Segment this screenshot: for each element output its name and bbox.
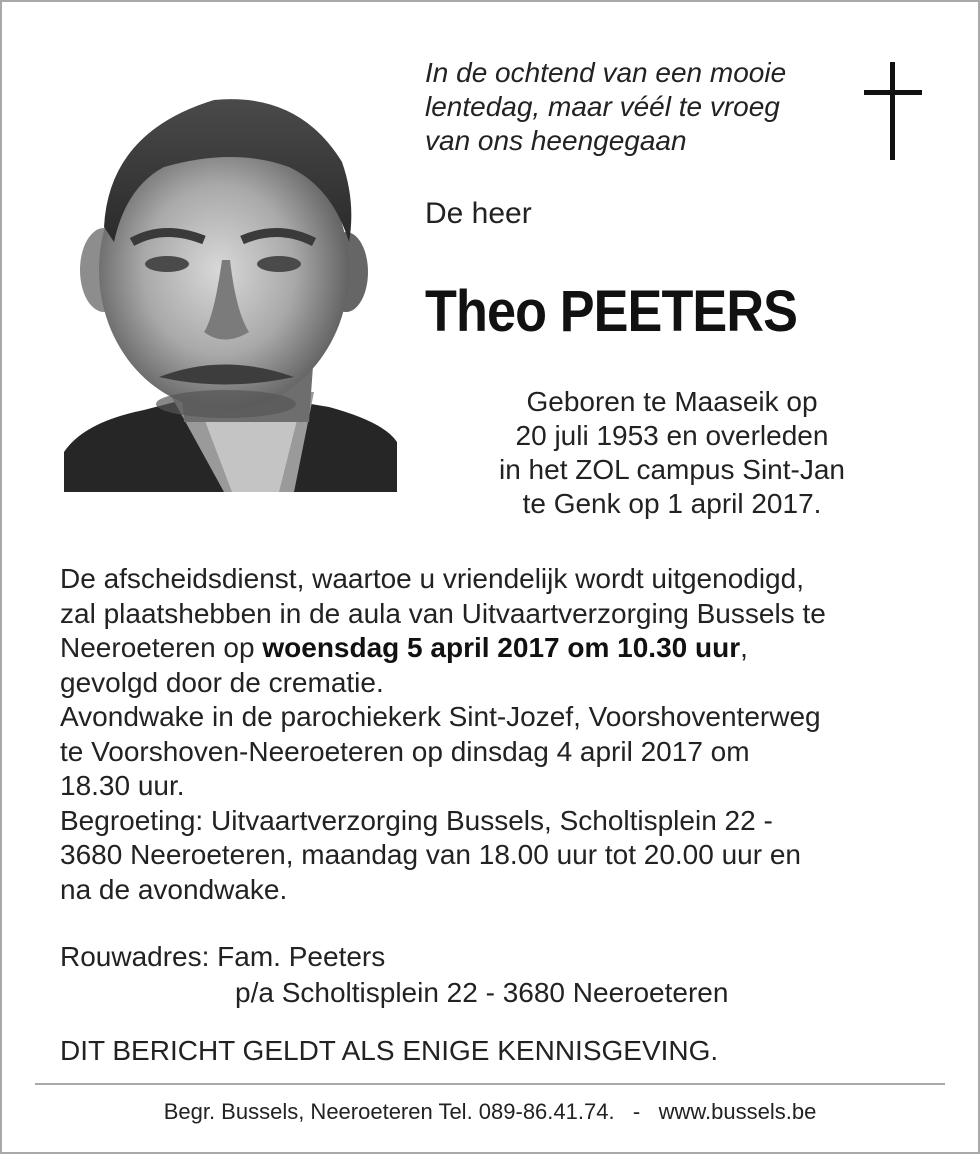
notice-text: DIT BERICHT GELDT ALS ENIGE KENNISGEVING.: [60, 1035, 719, 1066]
intro-line: van ons heengegaan: [425, 125, 687, 156]
ceremony-line: [60, 631, 940, 666]
cross-icon: [864, 62, 922, 160]
intro-line: lentedag, maar véél te vroeg: [425, 91, 780, 122]
ceremony-line: De afscheidsdienst, waartoe u vriendelijk wordt uitgenodigd,: [60, 563, 804, 594]
address-line: Rouwadres: Fam. Peeters: [60, 941, 386, 972]
wake-line: 18.30 uur.: [60, 770, 185, 801]
footer-contact: Begr. Bussels, Neeroeteren Tel. 089-86.41.74. - www.bussels.be: [163, 1099, 817, 1124]
intro-verse: [425, 56, 855, 158]
footer-divider: [35, 1083, 945, 1085]
birth-line: 20 juli 1953 en overleden: [515, 420, 829, 451]
greeting-line: 3680 Neeroeteren, maandag van 18.00 uur tot 20.00 uur en: [60, 839, 801, 870]
ceremony-line: gevolgd door de crematie.: [60, 666, 384, 698]
intro-line: In de ochtend van een mooie: [425, 57, 787, 88]
ceremony-line: zal plaatshebben in de aula van Uitvaartverzorging Bussels te: [60, 597, 826, 629]
birth-line: te Genk op 1 april 2017.: [522, 488, 822, 519]
portrait-photo: [64, 92, 397, 492]
mourning-address: [60, 939, 728, 1011]
address-line: p/a Scholtisplein 22 - 3680 Neeroeteren: [235, 977, 729, 1008]
person-name: Theo PEETERS: [425, 279, 798, 344]
birth-details: [437, 385, 907, 521]
birth-line: in het ZOL campus Sint-Jan: [498, 454, 845, 485]
greeting-line: Begroeting: Uitvaartverzorging Bussels, Scholtisplein 22 -: [60, 804, 773, 836]
ceremony-date-time: woensdag 5 april 2017 om 10.30 uur: [262, 632, 741, 663]
ceremony-text: Neeroeteren op: [60, 632, 263, 663]
wake-line: te Voorshoven-Neeroeteren op dinsdag 4 april 2017 om: [60, 735, 750, 767]
ceremony-text: ,: [740, 632, 748, 663]
wake-line: Avondwake in de parochiekerk Sint-Jozef, Voorshoventerweg: [60, 701, 821, 732]
greeting-line: na de avondwake.: [60, 873, 288, 905]
birth-line: Geboren te Maaseik op: [526, 386, 818, 417]
ceremony-details: [60, 562, 940, 907]
person-title: De heer: [425, 197, 532, 230]
